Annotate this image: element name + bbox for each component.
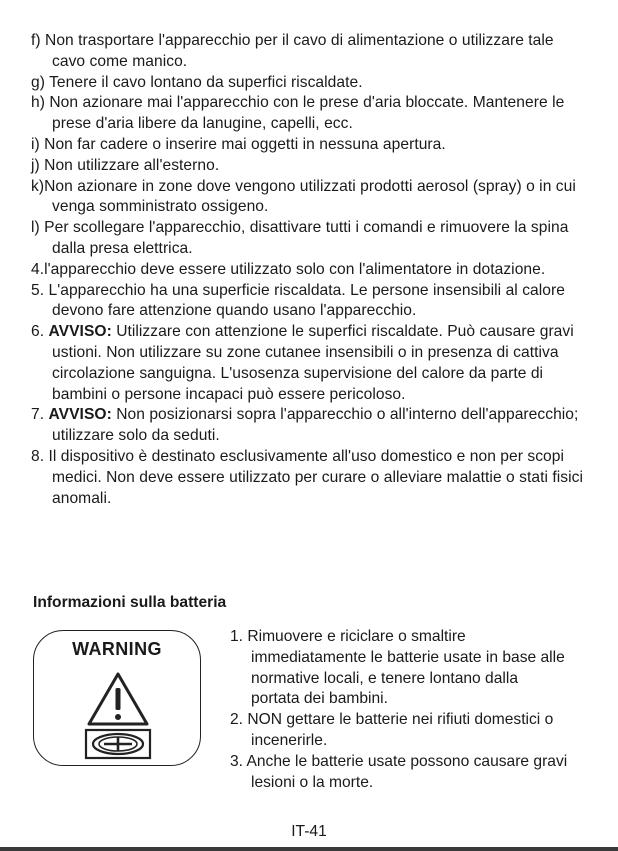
instruction-6-text: Utilizzare con attenzione le superfici riscaldate. Può causare gravi ustioni. Non utilizzare su zone cutanee insensibili o in presenza di cattiva circolazione sanguigna. L'usosenza supervisione del calore da parte di bambini o persone incapaci può essere pericoloso. <box>52 323 574 403</box>
bottom-divider <box>0 847 618 851</box>
instruction-6 <box>31 322 591 405</box>
instruction-6-number: 6. <box>31 323 49 341</box>
battery-instruction-3: 3. Anche le batterie usate possono causare gravi lesioni o la morte. <box>230 752 568 791</box>
battery-instructions-list <box>230 627 570 793</box>
safety-instructions-list <box>31 31 591 509</box>
instruction-7 <box>31 405 591 447</box>
instruction-k: k)Non azionare in zone dove vengono utilizzati prodotti aerosol (spray) o in cui venga somministrato ossigeno. <box>31 177 576 216</box>
instruction-5: 5. L'apparecchio ha una superficie riscaldata. Le persone insensibili al calore devono fare attenzione quando usano l'apparecchio. <box>31 281 565 320</box>
battery-instruction-2: 2. NON gettare le batterie nei rifiuti domestici o incenerirle. <box>230 711 554 749</box>
battery-instruction-1: 1. Rimuovere e riciclare o smaltire immediatamente le batterie usate in base alle normative locali, e tenere lontano dalla portata dei bambini. <box>230 628 565 708</box>
battery-warning-box <box>33 630 201 766</box>
warning-label: WARNING <box>72 639 162 659</box>
page-number: IT-41 <box>291 823 327 840</box>
instruction-f: f) Non trasportare l'apparecchio per il cavo di alimentazione o utilizzare tale cavo come manico. <box>31 32 554 70</box>
instruction-6-warning-label: AVVISO: <box>48 323 112 341</box>
battery-section-title: Informazioni sulla batteria <box>33 594 227 611</box>
instruction-g: g) Tenere il cavo lontano da superfici riscaldate. <box>31 73 363 91</box>
instruction-7-text: Non posizionarsi sopra l'apparecchio o all'interno dell'apparecchio; utilizzare solo da seduti. <box>52 406 579 445</box>
instruction-4: 4.l'apparecchio deve essere utilizzato solo con l'alimentatore in dotazione. <box>31 260 546 278</box>
instruction-i: i) Non far cadere o inserire mai oggetti in nessuna apertura. <box>31 135 446 153</box>
instruction-8: 8. Il dispositivo è destinato esclusivamente all'uso domestico e non per scopi medici. Non deve essere utilizzato per curare o alleviare malattie o stati fisici anomali. <box>31 447 584 507</box>
instruction-j: j) Non utilizzare all'esterno. <box>31 156 220 174</box>
instruction-7-warning-label: AVVISO: <box>48 406 112 424</box>
instruction-l: l) Per scollegare l'apparecchio, disattivare tutti i comandi e rimuovere la spina dalla presa elettrica. <box>31 219 569 257</box>
coin-battery-icon <box>34 631 202 767</box>
instruction-h: h) Non azionare mai l'apparecchio con le prese d'aria bloccate. Mantenere le prese d'aria libere da lanugine, capelli, ecc. <box>31 94 565 133</box>
instruction-7-number: 7. <box>31 406 49 424</box>
